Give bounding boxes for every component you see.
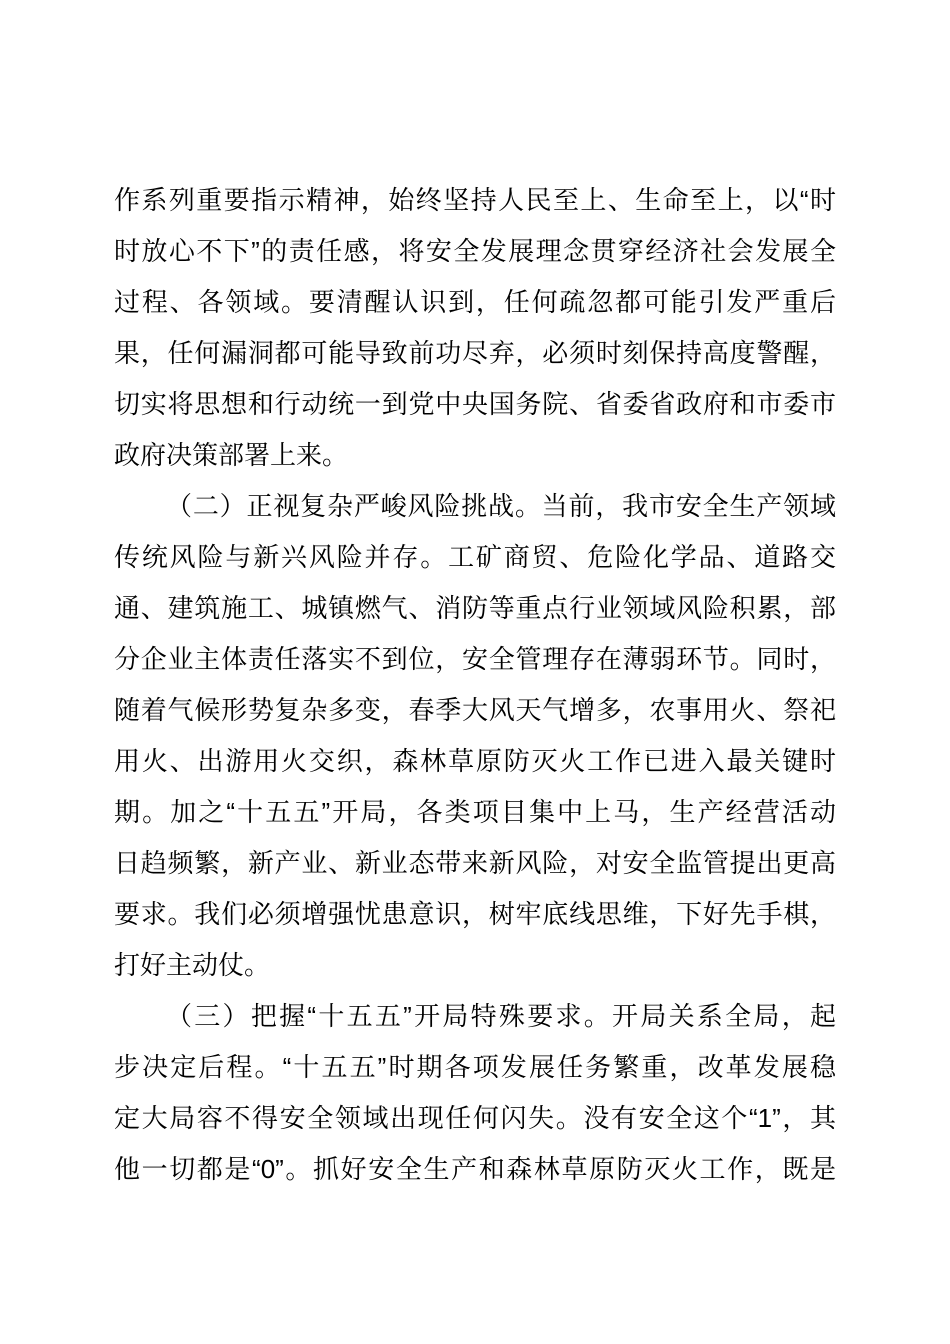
text-line: 打好主动仗。 (114, 950, 271, 980)
text-line: 用火、出游用火交织，森林草原防灭火工作已进入最关键时 (114, 746, 836, 776)
text-line: 过程、各领域。要清醒认识到，任何疏忽都可能引发严重后 (114, 287, 836, 317)
text-line: 分企业主体责任落实不到位，安全管理存在薄弱环节。同时， (114, 644, 836, 674)
text-line: （二）正视复杂严峻风险挑战。当前，我市安全生产领域 (166, 491, 836, 521)
paragraph (114, 991, 836, 1195)
document-body (114, 175, 836, 1195)
text-line: 通、建筑施工、城镇燃气、消防等重点行业领域风险积累，部 (114, 593, 836, 623)
text-line: 期。加之“十五五”开局，各类项目集中上马，生产经营活动 (114, 797, 836, 827)
text-line: 传统风险与新兴风险并存。工矿商贸、危险化学品、道路交 (114, 542, 836, 572)
text-line: 时放心不下”的责任感，将安全发展理念贯穿经济社会发展全 (114, 236, 836, 266)
text-line: （三）把握“十五五”开局特殊要求。开局关系全局，起 (166, 1001, 836, 1031)
text-line: 定大局容不得安全领域出现任何闪失。没有安全这个“1”，其 (114, 1103, 836, 1133)
text-line: 切实将思想和行动统一到党中央国务院、省委省政府和市委市 (114, 389, 836, 419)
text-line: 政府决策部署上来。 (114, 440, 349, 470)
paragraph (114, 481, 836, 991)
text-line: 日趋频繁，新产业、新业态带来新风险，对安全监管提出更高 (114, 848, 836, 878)
text-line: 要求。我们必须增强忧患意识，树牢底线思维，下好先手棋， (114, 899, 836, 929)
paragraph (114, 175, 836, 481)
text-line: 步决定后程。“十五五”时期各项发展任务繁重，改革发展稳 (114, 1052, 836, 1082)
text-line: 他一切都是“0”。抓好安全生产和森林草原防灭火工作，既是 (114, 1154, 836, 1184)
text-line: 作系列重要指示精神，始终坚持人民至上、生命至上，以“时 (114, 185, 836, 215)
text-line: 果，任何漏洞都可能导致前功尽弃，必须时刻保持高度警醒， (114, 338, 836, 368)
text-line: 随着气候形势复杂多变，春季大风天气增多，农事用火、祭祀 (114, 695, 836, 725)
